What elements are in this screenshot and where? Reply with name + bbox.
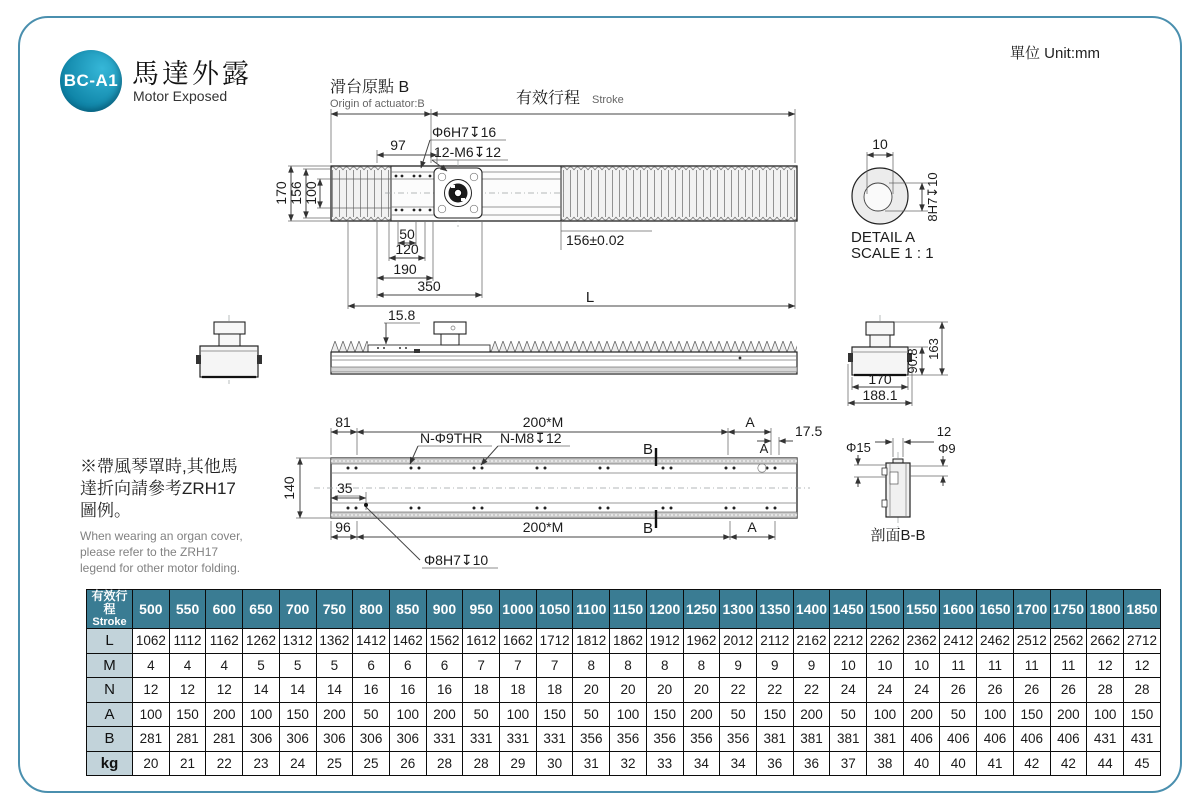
dim-35: 35: [337, 480, 353, 496]
right-end-view: [848, 315, 948, 406]
value-cell: 36: [793, 751, 830, 776]
stroke-table: [86, 589, 1161, 776]
left-end-view: [196, 315, 262, 384]
hole-callout-pin: Φ8H7↧10: [424, 552, 489, 568]
stroke-header-cell: 1050: [536, 590, 573, 629]
stroke-header-cell: 1100: [573, 590, 610, 629]
value-cell: 7: [536, 653, 573, 678]
label-a-mid: A: [759, 441, 769, 456]
stroke-header-cell: 1750: [1050, 590, 1087, 629]
dim-120: 120: [395, 241, 419, 257]
value-cell: 406: [940, 727, 977, 752]
label-a-bottom: A: [747, 519, 757, 535]
dim-170-end: 170: [868, 371, 892, 387]
value-cell: 28: [1087, 678, 1124, 703]
value-cell: 20: [646, 678, 683, 703]
stroke-header-cell: 1000: [500, 590, 537, 629]
dim-140: 140: [281, 476, 297, 500]
hole-callout-counterbore: Φ6H7↧16: [432, 124, 497, 140]
stroke-header-cell: 750: [316, 590, 353, 629]
value-cell: 37: [830, 751, 867, 776]
section-bb-view: [846, 424, 956, 544]
value-cell: 9: [756, 653, 793, 678]
value-cell: 2562: [1050, 629, 1087, 654]
value-cell: 331: [536, 727, 573, 752]
value-cell: 150: [169, 702, 206, 727]
dim-phi15: Φ15: [846, 440, 871, 455]
value-cell: 150: [279, 702, 316, 727]
value-cell: 1712: [536, 629, 573, 654]
stroke-header-cell: 1500: [867, 590, 904, 629]
stroke-label-zh: 有效行程: [516, 90, 581, 107]
value-cell: 281: [169, 727, 206, 752]
value-cell: 381: [867, 727, 904, 752]
dimension-table-wrap: [86, 589, 1161, 776]
value-cell: 406: [903, 727, 940, 752]
value-cell: 24: [903, 678, 940, 703]
value-cell: 10: [903, 653, 940, 678]
value-cell: 100: [610, 702, 647, 727]
value-cell: 20: [573, 678, 610, 703]
stroke-header-cell: 700: [279, 590, 316, 629]
stroke-header-cell: 800: [353, 590, 390, 629]
value-cell: 45: [1123, 751, 1160, 776]
stroke-header-cell: 900: [426, 590, 463, 629]
value-cell: 21: [169, 751, 206, 776]
value-cell: 10: [867, 653, 904, 678]
value-cell: 2512: [1013, 629, 1050, 654]
value-cell: 200: [316, 702, 353, 727]
value-cell: 4: [133, 653, 170, 678]
dim-156: 156: [288, 181, 304, 205]
value-cell: 1362: [316, 629, 353, 654]
value-cell: 100: [1087, 702, 1124, 727]
value-cell: 23: [243, 751, 280, 776]
value-cell: 1412: [353, 629, 390, 654]
value-cell: 11: [977, 653, 1014, 678]
dim-12: 12: [936, 424, 952, 439]
hole-callout-thr: N-Φ9THR: [420, 430, 483, 446]
value-cell: 20: [610, 678, 647, 703]
dim-200m-top: 200*M: [522, 414, 564, 430]
dim-188-1: 188.1: [862, 387, 898, 403]
detail-a-title: DETAIL A: [851, 229, 916, 246]
value-cell: 22: [756, 678, 793, 703]
bottom-view: [281, 414, 822, 568]
value-cell: 40: [903, 751, 940, 776]
value-cell: 22: [206, 751, 243, 776]
value-cell: 200: [793, 702, 830, 727]
value-cell: 34: [683, 751, 720, 776]
value-cell: 5: [316, 653, 353, 678]
value-cell: 356: [573, 727, 610, 752]
value-cell: 8: [683, 653, 720, 678]
note-en-line: please refer to the ZRH17: [80, 545, 219, 559]
dim-15-8: 15.8: [388, 307, 416, 323]
dim-17-5: 17.5: [795, 423, 823, 439]
stroke-label-en: Stroke: [592, 94, 624, 106]
value-cell: 100: [389, 702, 426, 727]
value-cell: 2012: [720, 629, 757, 654]
hole-callout-tap: 12-M6↧12: [434, 144, 501, 160]
dim-200m-bottom: 200*M: [522, 519, 564, 535]
dim-96: 96: [335, 519, 351, 535]
dim-163: 163: [926, 338, 941, 360]
side-view: [331, 307, 797, 374]
value-cell: 11: [1013, 653, 1050, 678]
value-cell: 200: [426, 702, 463, 727]
value-cell: 25: [316, 751, 353, 776]
value-cell: 11: [940, 653, 977, 678]
row-label-cell: kg: [87, 751, 133, 776]
stroke-header-cell: 1350: [756, 590, 793, 629]
value-cell: 2462: [977, 629, 1014, 654]
value-cell: 306: [243, 727, 280, 752]
value-cell: 2662: [1087, 629, 1124, 654]
value-cell: 32: [610, 751, 647, 776]
value-cell: 381: [793, 727, 830, 752]
value-cell: 2412: [940, 629, 977, 654]
value-cell: 8: [646, 653, 683, 678]
value-cell: 25: [353, 751, 390, 776]
value-cell: 1112: [169, 629, 206, 654]
value-cell: 2162: [793, 629, 830, 654]
stroke-header-cell: 1800: [1087, 590, 1124, 629]
value-cell: 2262: [867, 629, 904, 654]
note-en-line: legend for other motor folding.: [80, 561, 241, 575]
value-cell: 431: [1123, 727, 1160, 752]
section-mark-b-bottom: B: [642, 520, 654, 537]
value-cell: 281: [206, 727, 243, 752]
value-cell: 16: [426, 678, 463, 703]
value-cell: 50: [353, 702, 390, 727]
unit-label: 單位 Unit:mm: [1009, 45, 1100, 62]
value-cell: 10: [830, 653, 867, 678]
value-cell: 150: [756, 702, 793, 727]
value-cell: 14: [279, 678, 316, 703]
dim-156-tol: 156±0.02: [566, 232, 625, 248]
value-cell: 24: [830, 678, 867, 703]
value-cell: 28: [463, 751, 500, 776]
stroke-header-cell: 1150: [610, 590, 647, 629]
stroke-header-cell: 1400: [793, 590, 830, 629]
value-cell: 1962: [683, 629, 720, 654]
dim-50: 50: [399, 226, 415, 242]
stroke-header-cell: 1250: [683, 590, 720, 629]
value-cell: 1462: [389, 629, 426, 654]
value-cell: 1562: [426, 629, 463, 654]
value-cell: 1612: [463, 629, 500, 654]
value-cell: 42: [1013, 751, 1050, 776]
value-cell: 1312: [279, 629, 316, 654]
value-cell: 26: [977, 678, 1014, 703]
dim-phi9: Φ9: [938, 441, 956, 456]
stroke-header-cell: 850: [389, 590, 426, 629]
model-badge: BC-A1: [60, 50, 122, 112]
value-cell: 100: [243, 702, 280, 727]
value-cell: 44: [1087, 751, 1124, 776]
value-cell: 1912: [646, 629, 683, 654]
stroke-header-cell: 550: [169, 590, 206, 629]
value-cell: 8: [610, 653, 647, 678]
value-cell: 281: [133, 727, 170, 752]
value-cell: 2362: [903, 629, 940, 654]
dim-10: 10: [872, 136, 888, 152]
value-cell: 11: [1050, 653, 1087, 678]
section-mark-b-top: B: [642, 441, 654, 458]
value-cell: 100: [867, 702, 904, 727]
origin-label-en: Origin of actuator:B: [330, 98, 425, 110]
value-cell: 150: [646, 702, 683, 727]
value-cell: 33: [646, 751, 683, 776]
value-cell: 1812: [573, 629, 610, 654]
value-cell: 6: [389, 653, 426, 678]
row-label-cell: B: [87, 727, 133, 752]
row-label-cell: A: [87, 702, 133, 727]
row-label-cell: N: [87, 678, 133, 703]
origin-label-zh: 滑台原點 B: [330, 79, 410, 96]
value-cell: 22: [720, 678, 757, 703]
value-cell: 1062: [133, 629, 170, 654]
note-zh-line: 圖例。: [80, 501, 131, 520]
value-cell: 381: [756, 727, 793, 752]
value-cell: 306: [389, 727, 426, 752]
section-bb-title: 剖面B-B: [870, 527, 926, 544]
label-a-top: A: [745, 414, 755, 430]
value-cell: 2212: [830, 629, 867, 654]
value-cell: 331: [426, 727, 463, 752]
value-cell: 306: [353, 727, 390, 752]
stroke-header-cell: 600: [206, 590, 243, 629]
value-cell: 100: [133, 702, 170, 727]
value-cell: 18: [463, 678, 500, 703]
value-cell: 356: [683, 727, 720, 752]
value-cell: 20: [133, 751, 170, 776]
value-cell: 31: [573, 751, 610, 776]
value-cell: 2712: [1123, 629, 1160, 654]
value-cell: 5: [243, 653, 280, 678]
value-cell: 5: [279, 653, 316, 678]
dim-97: 97: [390, 137, 406, 153]
dim-8h7: 8H7↧10: [925, 172, 940, 222]
value-cell: 7: [500, 653, 537, 678]
value-cell: 406: [1013, 727, 1050, 752]
value-cell: 6: [426, 653, 463, 678]
value-cell: 26: [1013, 678, 1050, 703]
value-cell: 6: [353, 653, 390, 678]
value-cell: 34: [720, 751, 757, 776]
value-cell: 28: [1123, 678, 1160, 703]
value-cell: 40: [940, 751, 977, 776]
value-cell: 26: [1050, 678, 1087, 703]
value-cell: 200: [1050, 702, 1087, 727]
stroke-header-cell: 1600: [940, 590, 977, 629]
value-cell: 200: [903, 702, 940, 727]
value-cell: 2112: [756, 629, 793, 654]
stroke-header-cell: 950: [463, 590, 500, 629]
top-view: [273, 78, 797, 309]
value-cell: 381: [830, 727, 867, 752]
value-cell: 4: [169, 653, 206, 678]
page-subtitle: Motor Exposed: [133, 88, 228, 104]
stroke-header-cell: 1450: [830, 590, 867, 629]
stroke-header-cell: 1300: [720, 590, 757, 629]
value-cell: 356: [610, 727, 647, 752]
hole-callout-m8: N-M8↧12: [500, 430, 562, 446]
value-cell: 1662: [500, 629, 537, 654]
value-cell: 331: [463, 727, 500, 752]
stroke-header-cell: 650: [243, 590, 280, 629]
value-cell: 306: [316, 727, 353, 752]
value-cell: 36: [756, 751, 793, 776]
value-cell: 12: [1123, 653, 1160, 678]
value-cell: 200: [206, 702, 243, 727]
value-cell: 22: [793, 678, 830, 703]
row-label-cell: L: [87, 629, 133, 654]
row-label-cell: M: [87, 653, 133, 678]
value-cell: 4: [206, 653, 243, 678]
value-cell: 30: [536, 751, 573, 776]
value-cell: 356: [720, 727, 757, 752]
value-cell: 356: [646, 727, 683, 752]
value-cell: 150: [536, 702, 573, 727]
value-cell: 1162: [206, 629, 243, 654]
dim-81: 81: [335, 414, 351, 430]
dim-90-8: 90.8: [905, 348, 920, 374]
dim-350: 350: [417, 278, 441, 294]
stroke-header-cell: 1200: [646, 590, 683, 629]
value-cell: 14: [243, 678, 280, 703]
value-cell: 9: [793, 653, 830, 678]
value-cell: 7: [463, 653, 500, 678]
value-cell: 12: [1087, 653, 1124, 678]
value-cell: 12: [206, 678, 243, 703]
detail-a-scale: SCALE 1 : 1: [851, 245, 934, 262]
value-cell: 26: [389, 751, 426, 776]
value-cell: 200: [683, 702, 720, 727]
value-cell: 1262: [243, 629, 280, 654]
value-cell: 20: [683, 678, 720, 703]
value-cell: 14: [316, 678, 353, 703]
value-cell: 41: [977, 751, 1014, 776]
value-cell: 150: [1013, 702, 1050, 727]
stroke-header-cell: 1550: [903, 590, 940, 629]
note-en-line: When wearing an organ cover,: [80, 529, 243, 543]
dim-190: 190: [393, 261, 417, 277]
note-zh-line: 達折向請參考ZRH17: [80, 479, 236, 498]
value-cell: 331: [500, 727, 537, 752]
value-cell: 18: [500, 678, 537, 703]
value-cell: 100: [977, 702, 1014, 727]
value-cell: 50: [463, 702, 500, 727]
page-title: 馬達外露: [132, 59, 252, 89]
table-corner-header: 有效行程 Stroke: [87, 590, 133, 629]
value-cell: 50: [573, 702, 610, 727]
value-cell: 24: [867, 678, 904, 703]
dim-100: 100: [303, 181, 319, 205]
value-cell: 38: [867, 751, 904, 776]
stroke-header-cell: 1700: [1013, 590, 1050, 629]
value-cell: 29: [500, 751, 537, 776]
value-cell: 150: [1123, 702, 1160, 727]
stroke-header-cell: 1850: [1123, 590, 1160, 629]
stroke-header-cell: 1650: [977, 590, 1014, 629]
value-cell: 9: [720, 653, 757, 678]
value-cell: 18: [536, 678, 573, 703]
note-zh-line: ※帶風琴罩時,其他馬: [80, 457, 238, 476]
value-cell: 42: [1050, 751, 1087, 776]
detail-a-view: [851, 136, 940, 262]
value-cell: 12: [133, 678, 170, 703]
value-cell: 16: [389, 678, 426, 703]
value-cell: 26: [940, 678, 977, 703]
value-cell: 28: [426, 751, 463, 776]
stroke-header-cell: 500: [133, 590, 170, 629]
value-cell: 50: [940, 702, 977, 727]
dim-170: 170: [273, 181, 289, 205]
value-cell: 406: [977, 727, 1014, 752]
value-cell: 100: [500, 702, 537, 727]
value-cell: 406: [1050, 727, 1087, 752]
value-cell: 24: [279, 751, 316, 776]
value-cell: 16: [353, 678, 390, 703]
value-cell: 306: [279, 727, 316, 752]
value-cell: 12: [169, 678, 206, 703]
value-cell: 50: [720, 702, 757, 727]
value-cell: 8: [573, 653, 610, 678]
value-cell: 50: [830, 702, 867, 727]
dim-L: L: [585, 289, 595, 306]
value-cell: 1862: [610, 629, 647, 654]
value-cell: 431: [1087, 727, 1124, 752]
